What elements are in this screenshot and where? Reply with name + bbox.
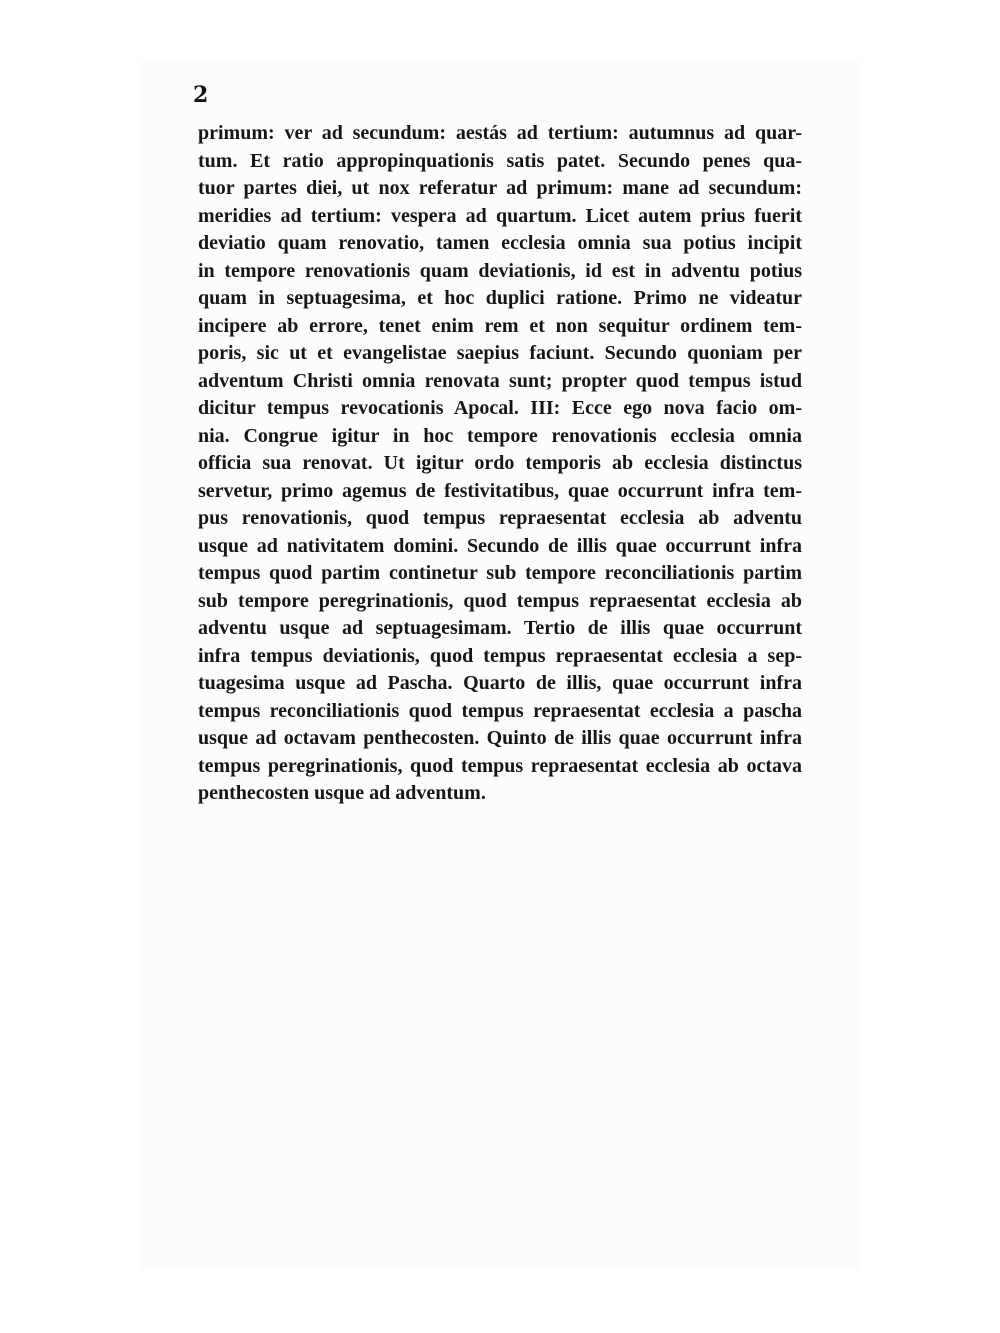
text-line: adventu usque ad septuagesimam. Tertio de illis quae occurrunt xyxy=(198,617,802,639)
text-line: officia sua renovat. Ut igitur ordo temporis ab ecclesia distinctus xyxy=(198,452,802,474)
text-line-last: penthecosten usque ad adventum. xyxy=(198,782,486,804)
text-line: deviatio quam renovatio, tamen ecclesia omnia sua potius incipit xyxy=(198,232,802,254)
text-line: usque ad octavam penthecosten. Quinto de illis quae occurrunt infra xyxy=(198,727,802,749)
text-line: primum: ver ad secundum: aestás ad tertium: autumnus ad quar- xyxy=(198,122,802,144)
text-line: servetur, primo agemus de festivitatibus, quae occurrunt infra tem- xyxy=(198,479,802,502)
text-line: adventum Christi omnia renovata sunt; propter quod tempus istud xyxy=(198,369,802,392)
text-line: usque ad nativitatem domini. Secundo de illis quae occurrunt infra xyxy=(198,534,802,557)
text-line: in tempore renovationis quam deviationis, id est in adventu potius xyxy=(198,259,802,282)
body-text xyxy=(198,120,802,808)
text-line: pus renovationis, quod tempus repraesentat ecclesia ab adventu xyxy=(198,507,802,529)
text-line: tuagesima usque ad Pascha. Quarto de illis, quae occurrunt infra xyxy=(198,672,802,694)
page-number: 2 xyxy=(193,82,209,108)
text-line: incipere ab errore, tenet enim rem et non sequitur ordinem tem- xyxy=(198,314,802,337)
text-line: dicitur tempus revocationis Apocal. III: Ecce ego nova facio om- xyxy=(198,397,802,419)
text-line: quam in septuagesima, et hoc duplici ratione. Primo ne videatur xyxy=(198,287,802,309)
text-line: tuor partes diei, ut nox referatur ad primum: mane ad secundum: xyxy=(198,177,802,199)
text-line: tempus peregrinationis, quod tempus repraesentat ecclesia ab octava xyxy=(198,754,802,777)
text-line: poris, sic ut et evangelistae saepius faciunt. Secundo quoniam per xyxy=(198,342,802,364)
text-line: nia. Congrue igitur in hoc tempore renovationis ecclesia omnia xyxy=(198,424,802,447)
text-line: tempus quod partim continetur sub tempore reconciliationis partim xyxy=(198,562,802,584)
text-line: meridies ad tertium: vespera ad quartum. Licet autem prius fuerit xyxy=(198,204,802,227)
text-line: sub tempore peregrinationis, quod tempus repraesentat ecclesia ab xyxy=(198,589,802,612)
text-line: tempus reconciliationis quod tempus repraesentat ecclesia a pascha xyxy=(198,699,802,722)
text-line: tum. Et ratio appropinquationis satis patet. Secundo penes qua- xyxy=(198,149,802,172)
text-line: infra tempus deviationis, quod tempus repraesentat ecclesia a sep- xyxy=(198,644,802,667)
